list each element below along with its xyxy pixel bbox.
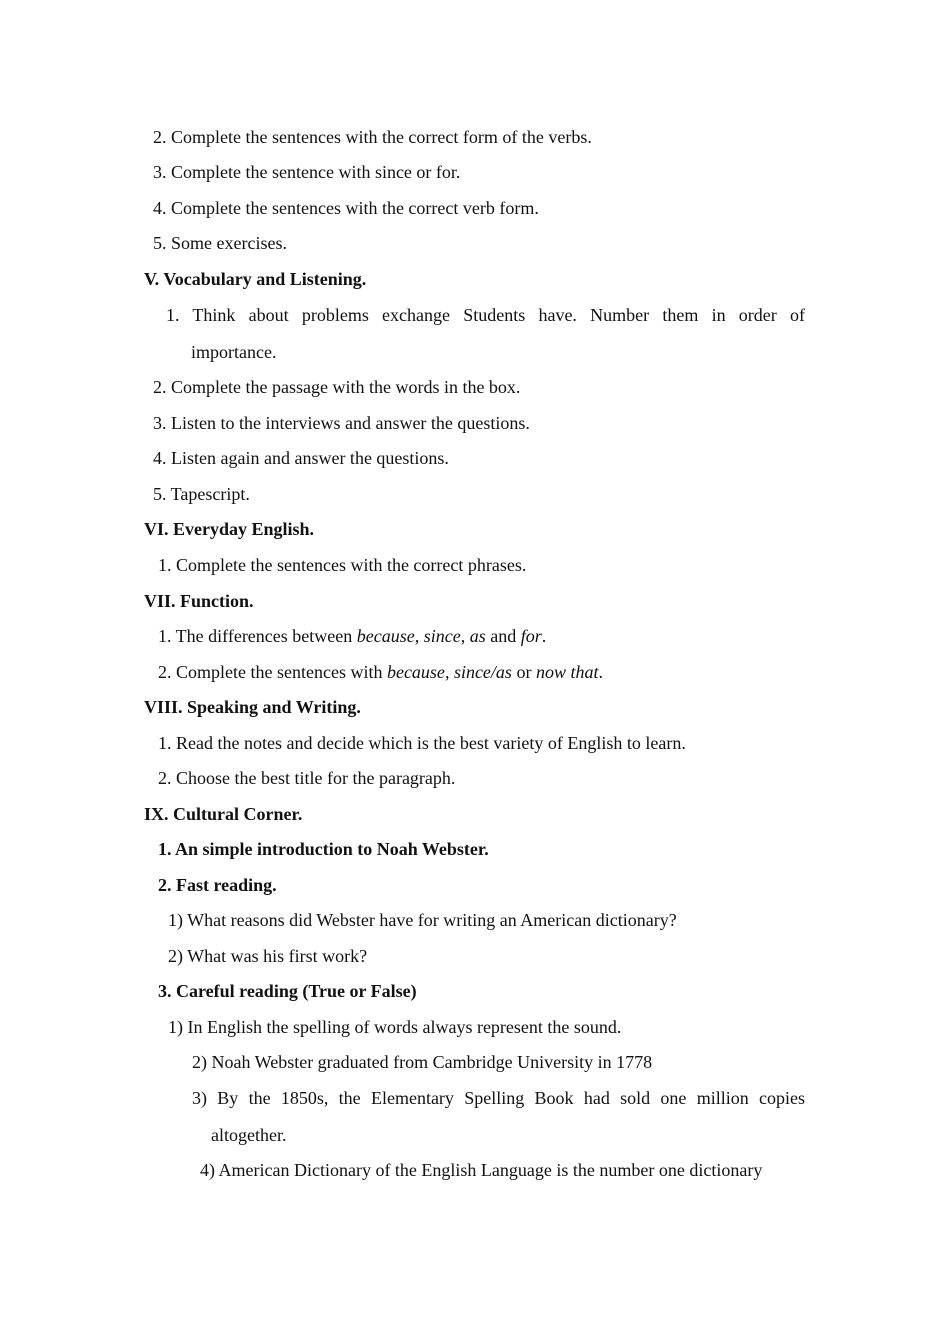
careful-reading-statement-3: 3) By the 1850s, the Elementary Spelling Book had sold one million copies [192,1088,805,1108]
function-1-and: and [485,626,521,646]
section-heading-vii: VII. Function. [144,591,254,611]
section-heading-vi: VI. Everyday English. [144,519,315,539]
function-2-end: . [598,662,603,682]
fast-reading-question-1: 1) What reasons did Webster have for writing an American dictionary? [168,910,677,930]
function-1-sep: , [460,626,470,646]
function-2-word-since-as: since/as [453,662,512,682]
function-1-prefix: 1. The differences between [158,626,357,646]
section-heading-v: V. Vocabulary and Listening. [144,269,367,289]
function-1-word-since: since [423,626,461,646]
cultural-subheading-3: 3. Careful reading (True or False) [158,981,417,1001]
fast-reading-question-2: 2) What was his first work? [168,946,368,966]
function-2-prefix: 2. Complete the sentences with [158,662,387,682]
grammar-item-5: 5. Some exercises. [153,233,287,253]
cultural-subheading-2: 2. Fast reading. [158,875,277,895]
speaking-item-2: 2. Choose the best title for the paragraph. [158,768,456,788]
cultural-subheading-1: 1. An simple introduction to Noah Webster. [158,839,489,859]
function-2-word-now-that: now that [535,662,599,682]
function-1-word-as: as [469,626,486,646]
grammar-item-3: 3. Complete the sentence with since or for. [153,162,461,182]
vocab-item-3: 3. Listen to the interviews and answer the questions. [153,413,530,433]
function-item-2 [158,661,603,683]
function-2-or: or [511,662,536,682]
section-heading-viii: VIII. Speaking and Writing. [144,697,361,717]
careful-reading-statement-2: 2) Noah Webster graduated from Cambridge University in 1778 [192,1052,653,1072]
vocab-item-2: 2. Complete the passage with the words in the box. [153,377,521,397]
vocab-item-5: 5. Tapescript. [153,484,250,504]
function-2-word-because: because [386,662,445,682]
careful-reading-statement-3-continued: altogether. [211,1125,287,1145]
function-2-sep: , [444,662,454,682]
function-item-1 [158,625,546,647]
function-1-word-because: because [356,626,415,646]
function-1-word-for: for [520,626,542,646]
vocab-item-4: 4. Listen again and answer the questions. [153,448,449,468]
careful-reading-statement-1: 1) In English the spelling of words always represent the sound. [168,1017,622,1037]
section-heading-ix: IX. Cultural Corner. [144,804,303,824]
grammar-item-4: 4. Complete the sentences with the correct verb form. [153,198,539,218]
vocab-item-1-continued: importance. [191,342,277,362]
everyday-item-1: 1. Complete the sentences with the correct phrases. [158,555,527,575]
speaking-item-1: 1. Read the notes and decide which is the best variety of English to learn. [158,733,686,753]
function-1-end: . [541,626,547,646]
careful-reading-statement-4: 4) American Dictionary of the English Language is the number one dictionary [200,1160,763,1180]
function-1-sep: , [414,626,424,646]
vocab-item-1: 1. Think about problems exchange Students have. Number them in order of [166,305,805,325]
grammar-item-2: 2. Complete the sentences with the correct form of the verbs. [153,127,592,147]
